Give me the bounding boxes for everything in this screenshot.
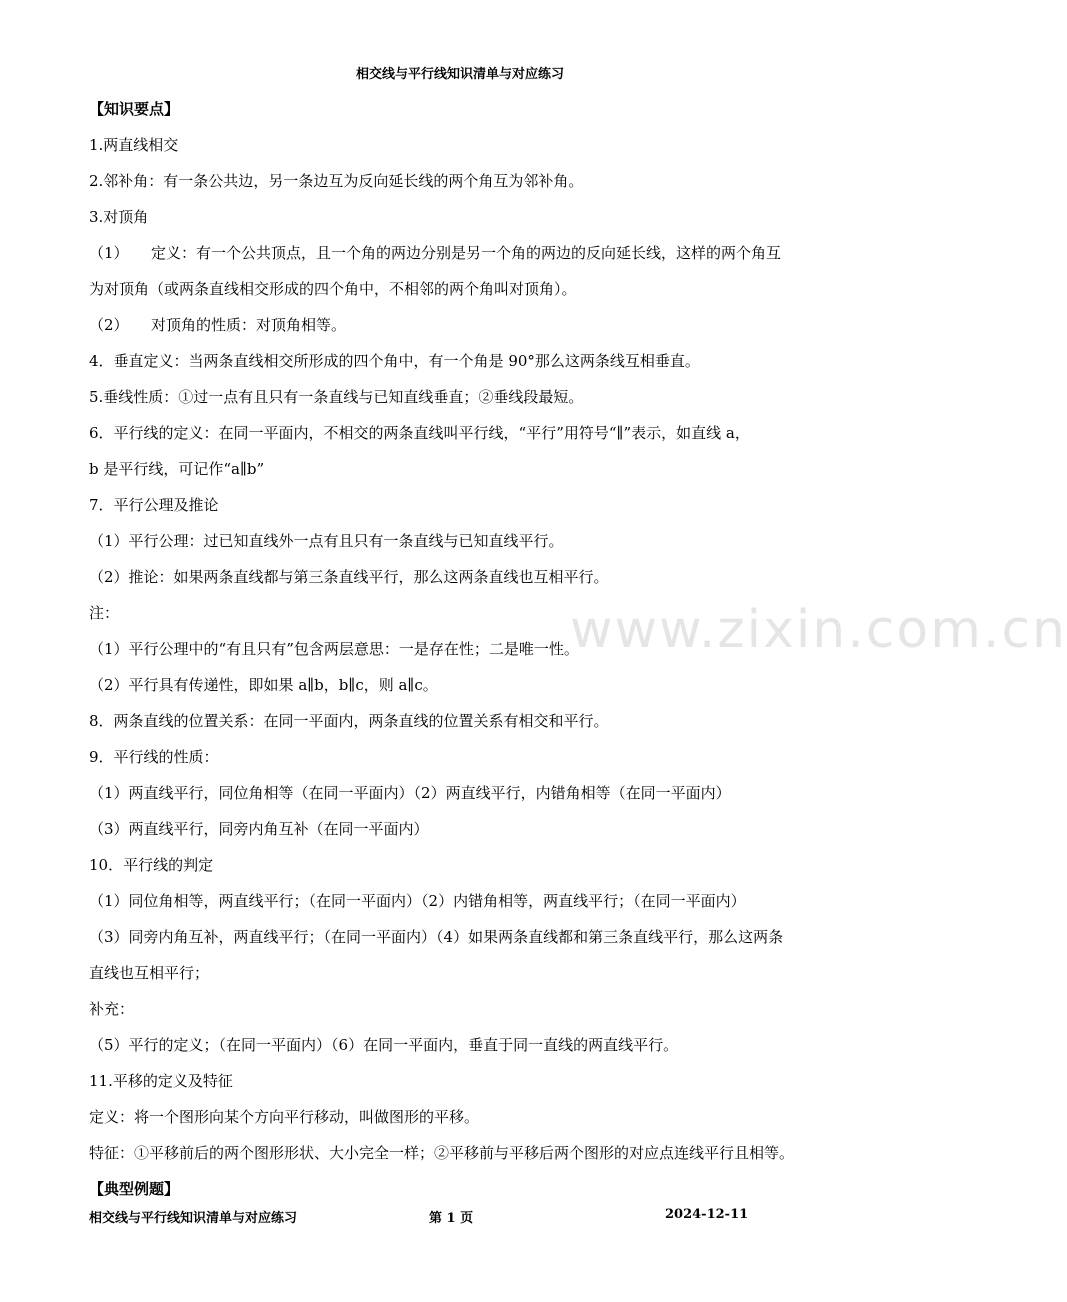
text-line: （1） 定义：有一个公共顶点，且一个角的两边分别是另一个角的两边的反向延长线，这样的两个角互 xyxy=(89,244,782,262)
section-heading-examples: 【典型例题】 xyxy=(89,1180,180,1198)
text-line: 3.对顶角 xyxy=(89,208,149,226)
text-line: 1.两直线相交 xyxy=(89,136,179,154)
text-line: 为对顶角（或两条直线相交形成的四个角中，不相邻的两个角叫对顶角）。 xyxy=(89,280,577,298)
text-line: 4．垂直定义：当两条直线相交所形成的四个角中，有一个角是 90°那么这两条线互相垂直。 xyxy=(89,352,700,370)
text-line: （2）推论：如果两条直线都与第三条直线平行，那么这两条直线也互相平行。 xyxy=(89,568,609,586)
text-line: （1）两直线平行，同位角相等（在同一平面内）（2）两直线平行，内错角相等（在同一平面内） xyxy=(89,784,731,802)
text-line: 11.平移的定义及特征 xyxy=(89,1072,233,1090)
text-line: 10．平行线的判定 xyxy=(89,856,214,874)
footer-page-number: 第 1 页 xyxy=(429,1211,474,1226)
footer-date: 2024-12-11 xyxy=(665,1207,749,1222)
footer-title: 相交线与平行线知识清单与对应练习 xyxy=(89,1211,298,1226)
text-line: 8．两条直线的位置关系：在同一平面内，两条直线的位置关系有相交和平行。 xyxy=(89,712,609,730)
text-line: 补充： xyxy=(89,1000,135,1018)
text-line: 5.垂线性质：①过一点有且只有一条直线与已知直线垂直；②垂线段最短。 xyxy=(89,388,584,406)
text-line: b 是平行线，可记作“a∥b” xyxy=(89,460,265,478)
text-line: 2.邻补角：有一条公共边，另一条边互为反向延长线的两个角互为邻补角。 xyxy=(89,172,584,190)
text-line: 注： xyxy=(89,604,120,622)
text-line: （2） 对顶角的性质：对顶角相等。 xyxy=(89,316,347,334)
text-line: 定义：将一个图形向某个方向平行移动，叫做图形的平移。 xyxy=(89,1108,480,1126)
text-line: 7．平行公理及推论 xyxy=(89,496,219,514)
text-line: 6．平行线的定义：在同一平面内，不相交的两条直线叫平行线，“平行”用符号“∥”表示，如直线 a， xyxy=(89,424,750,442)
text-line: 9．平行线的性质： xyxy=(89,748,219,766)
text-line: （1）平行公理中的“有且只有”包含两层意思：一是存在性；二是唯一性。 xyxy=(89,640,579,658)
section-heading-knowledge: 【知识要点】 xyxy=(89,100,180,118)
text-line: （1）同位角相等，两直线平行；（在同一平面内）（2）内错角相等，两直线平行；（在同一平面内） xyxy=(89,892,746,910)
page-header-title: 相交线与平行线知识清单与对应练习 xyxy=(355,67,564,82)
text-line: 直线也互相平行； xyxy=(89,964,210,982)
text-line: 特征：①平移前后的两个图形形状、大小完全一样；②平移前与平移后两个图形的对应点连线平行且相等。 xyxy=(89,1144,795,1162)
text-line: （2）平行具有传递性，即如果 a∥b，b∥c，则 a∥c。 xyxy=(89,676,438,694)
text-line: （5）平行的定义；（在同一平面内）（6）在同一平面内，垂直于同一直线的两直线平行。 xyxy=(89,1036,679,1054)
document-body xyxy=(89,91,839,1207)
text-line: （1）平行公理：过已知直线外一点有且只有一条直线与已知直线平行。 xyxy=(89,532,564,550)
text-line: （3）同旁内角互补，两直线平行；（在同一平面内）（4）如果两条直线都和第三条直线平行，那么这两条 xyxy=(89,928,784,946)
watermark: www.zixin.com.cn xyxy=(570,600,1067,660)
text-line: （3）两直线平行，同旁内角互补（在同一平面内） xyxy=(89,820,429,838)
